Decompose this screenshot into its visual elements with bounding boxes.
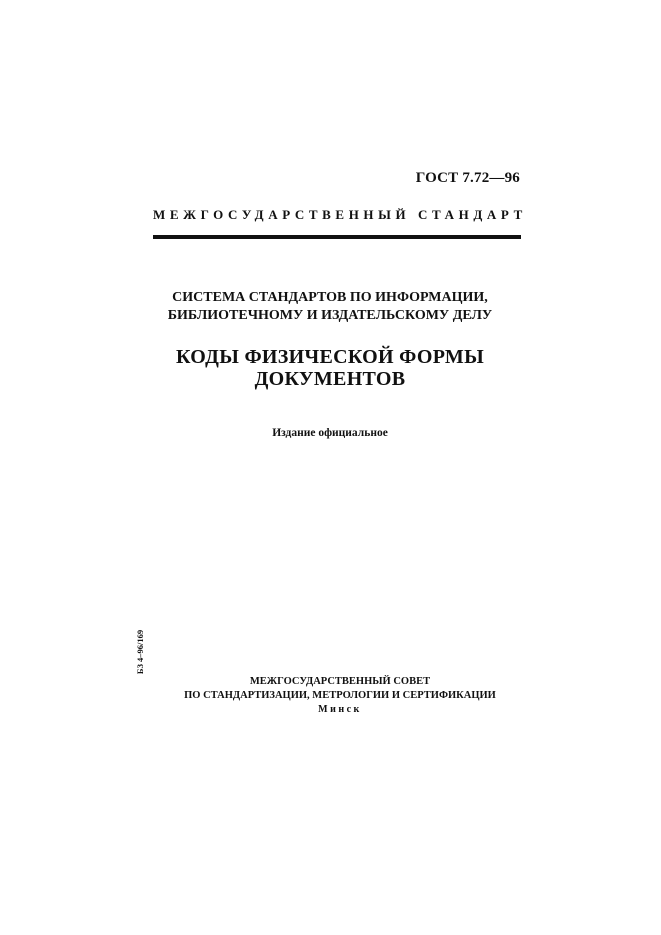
- publisher-city: Минск: [318, 704, 362, 715]
- series-title: [100, 289, 560, 325]
- document-title: [100, 346, 560, 390]
- document-title-line-1: КОДЫ ФИЗИЧЕСКОЙ ФОРМЫ: [175, 346, 485, 368]
- publisher-line-2: ПО СТАНДАРТИЗАЦИИ, МЕТРОЛОГИИ И СЕРТИФИКАЦИИ: [184, 690, 496, 701]
- edition-note: Издание официальное: [272, 427, 388, 439]
- gost-number: ГОСТ 7.72—96: [415, 170, 520, 186]
- standard-kind-heading: МЕЖГОСУДАРСТВЕННЫЙ СТАНДАРТ: [153, 207, 527, 222]
- publisher-line-1: МЕЖГОСУДАРСТВЕННЫЙ СОВЕТ: [249, 676, 431, 687]
- publisher-block: [120, 675, 560, 717]
- heading-rule: [153, 235, 521, 239]
- series-title-line-1: СИСТЕМА СТАНДАРТОВ ПО ИНФОРМАЦИИ,: [172, 290, 488, 305]
- catalog-code: БЗ 4–96/169: [135, 629, 145, 675]
- series-title-line-2: БИБЛИОТЕЧНОМУ И ИЗДАТЕЛЬСКОМУ ДЕЛУ: [167, 308, 493, 323]
- document-title-line-2: ДОКУМЕНТОВ: [254, 368, 406, 390]
